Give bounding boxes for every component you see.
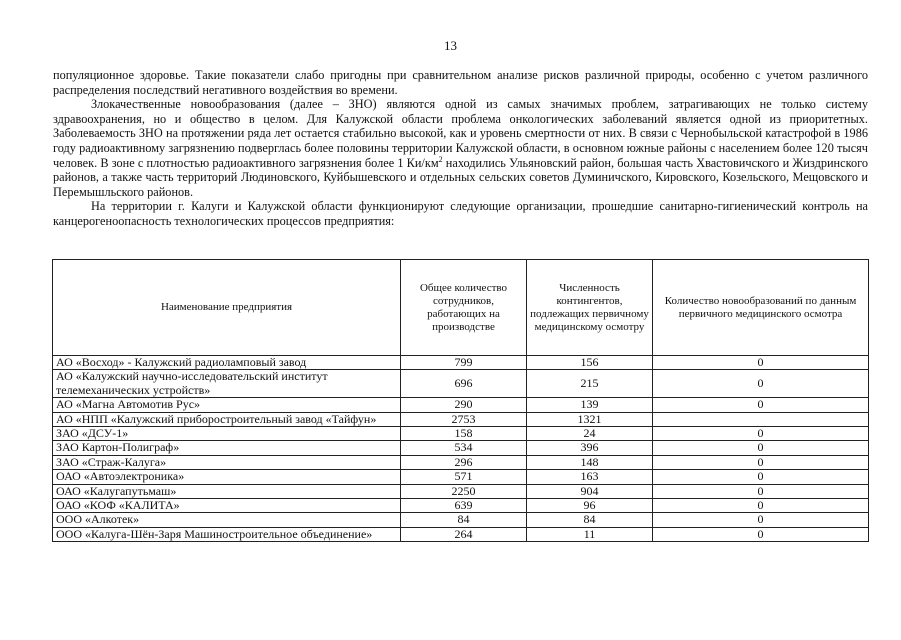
cell-neoplasms: 0 <box>653 356 869 370</box>
cell-examined: 163 <box>527 470 653 484</box>
table-row <box>53 412 869 426</box>
cell-employees: 296 <box>401 455 527 469</box>
table-row <box>53 356 869 370</box>
cell-enterprise-name: ОАО «КОФ «КАЛИТА» <box>53 499 401 513</box>
paragraph-1: популяционное здоровье. Такие показатели слабо пригодны при сравнительном анализе рисков различной природы, особенно с учетом различного распределения последствий негативного воздействия во времени. <box>53 68 868 97</box>
table-row <box>53 455 869 469</box>
cell-examined: 904 <box>527 484 653 498</box>
cell-neoplasms: 0 <box>653 484 869 498</box>
table-row <box>53 441 869 455</box>
cell-enterprise-name: ЗАО «Страж-Калуга» <box>53 455 401 469</box>
cell-examined: 24 <box>527 427 653 441</box>
header-name: Наименование предприятия <box>53 260 401 356</box>
cell-examined: 11 <box>527 527 653 541</box>
table-row <box>53 499 869 513</box>
superscript-2: 2 <box>438 154 443 164</box>
table-body <box>53 356 869 542</box>
table-row <box>53 470 869 484</box>
paragraph-2 <box>53 97 868 199</box>
cell-employees: 290 <box>401 398 527 412</box>
paragraph-2-text: Злокачественные новообразования (далее – ЗНО) являются одной из самых значимых проблем, затрагивающих не только систему здравоохранения, но и общество в целом. Для Калужской области проблема онкологических заболеваний является одной из приоритетных. Заболеваемость ЗНО на протяжении ряда лет остается стабильно высокой, как и уровень смертности от них. В связи с Чернобыльской катастрофой в 1986 году радиоактивному загрязнению подверглась более половины территории Калужской области, в основном южные районы с населением более 120 тысяч человек. В зоне с плотностью радиоактивного загрязнения более 1 Ки/км <box>53 97 868 170</box>
cell-employees: 158 <box>401 427 527 441</box>
table-header-row <box>53 260 869 356</box>
cell-neoplasms <box>653 412 869 426</box>
table-row <box>53 398 869 412</box>
cell-employees: 2250 <box>401 484 527 498</box>
cell-employees: 264 <box>401 527 527 541</box>
table-row <box>53 484 869 498</box>
cell-examined: 1321 <box>527 412 653 426</box>
table-row <box>53 527 869 541</box>
cell-examined: 215 <box>527 370 653 398</box>
cell-enterprise-name: ООО «Алкотек» <box>53 513 401 527</box>
cell-enterprise-name: ОАО «Калугапутьмаш» <box>53 484 401 498</box>
cell-examined: 148 <box>527 455 653 469</box>
cell-neoplasms: 0 <box>653 427 869 441</box>
cell-employees: 639 <box>401 499 527 513</box>
paragraph-2-tail: находились Ульяновский район, большая часть Хвастовичского и Жиздринского районов, а также часть территорий Людиновского, Куйбышевского и отдельных сельских советов Думиничского, Кировского, Козельского, Мещовского и Перемышльского районов. <box>53 155 868 199</box>
table-row <box>53 427 869 441</box>
cell-examined: 156 <box>527 356 653 370</box>
cell-enterprise-name: ЗАО Картон-Полиграф» <box>53 441 401 455</box>
header-employees: Общее количество сотрудников, работающих на производстве <box>401 260 527 356</box>
page-number: 13 <box>444 38 457 53</box>
cell-neoplasms: 0 <box>653 499 869 513</box>
cell-enterprise-name: ОАО «Автоэлектроника» <box>53 470 401 484</box>
cell-employees: 534 <box>401 441 527 455</box>
cell-enterprise-name: АО «Восход» - Калужский радиоламповый завод <box>53 356 401 370</box>
cell-enterprise-name: ЗАО «ДСУ-1» <box>53 427 401 441</box>
cell-employees: 696 <box>401 370 527 398</box>
cell-employees: 2753 <box>401 412 527 426</box>
paragraph-3: На территории г. Калуги и Калужской области функционируют следующие организации, прошедшие санитарно-гигиенический контроль на канцерогеноопасность технологических процессов предприятия: <box>53 199 868 228</box>
cell-employees: 571 <box>401 470 527 484</box>
cell-neoplasms: 0 <box>653 441 869 455</box>
cell-employees: 799 <box>401 356 527 370</box>
cell-neoplasms: 0 <box>653 527 869 541</box>
cell-enterprise-name: АО «НПП «Калужский приборостроительный завод «Тайфун» <box>53 412 401 426</box>
cell-neoplasms: 0 <box>653 398 869 412</box>
cell-enterprise-name: ООО «Калуга-Шён-Заря Машиностроительное объединение» <box>53 527 401 541</box>
cell-examined: 139 <box>527 398 653 412</box>
table-row <box>53 513 869 527</box>
enterprises-table <box>52 259 869 542</box>
document-body <box>53 68 868 229</box>
cell-examined: 84 <box>527 513 653 527</box>
cell-enterprise-name: АО «Магна Автомотив Рус» <box>53 398 401 412</box>
table-row <box>53 370 869 398</box>
cell-neoplasms: 0 <box>653 455 869 469</box>
cell-examined: 396 <box>527 441 653 455</box>
cell-examined: 96 <box>527 499 653 513</box>
header-examined: Численность контингентов, подлежащих первичному медицинскому осмотру <box>527 260 653 356</box>
cell-neoplasms: 0 <box>653 470 869 484</box>
cell-neoplasms: 0 <box>653 370 869 398</box>
cell-neoplasms: 0 <box>653 513 869 527</box>
cell-enterprise-name: АО «Калужский научно-исследовательский институт телемеханических устройств» <box>53 370 401 398</box>
cell-employees: 84 <box>401 513 527 527</box>
header-neoplasms: Количество новообразований по данным первичного медицинского осмотра <box>653 260 869 356</box>
